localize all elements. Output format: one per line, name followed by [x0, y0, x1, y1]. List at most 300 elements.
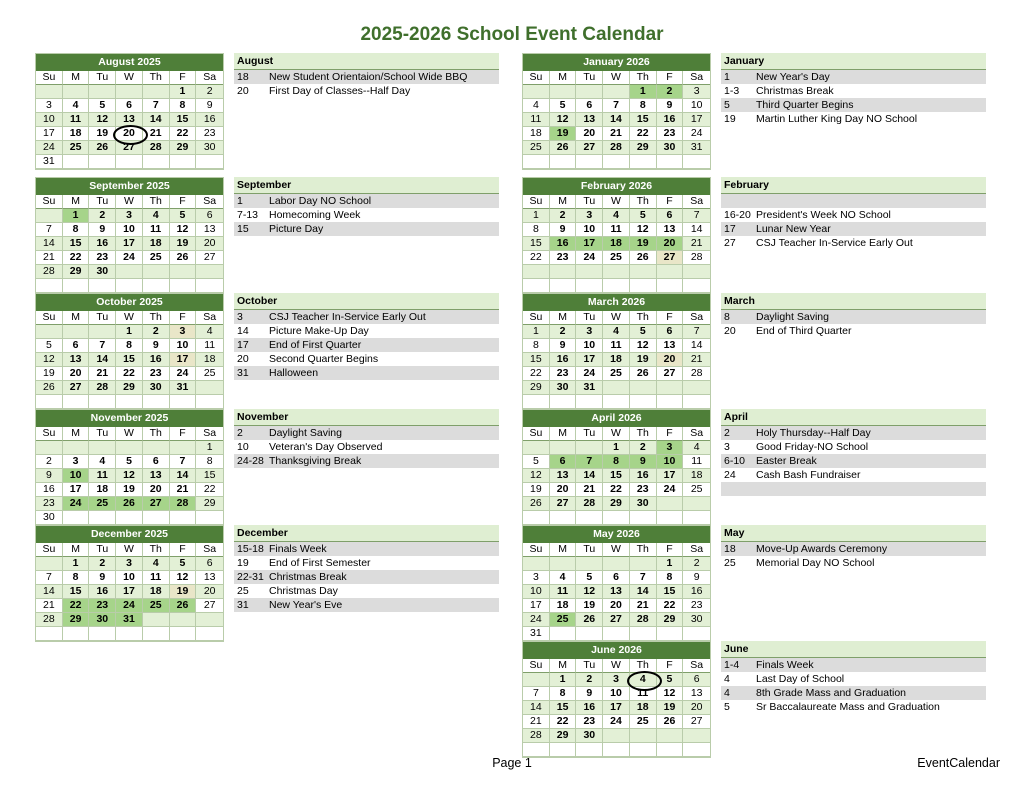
day-cell: 2	[550, 325, 577, 339]
event-row	[234, 570, 499, 584]
day-cell: 21	[170, 483, 197, 497]
day-cell: 3	[657, 441, 684, 455]
empty-day-cell	[630, 729, 657, 743]
event-description: Halloween	[269, 367, 319, 379]
week-row	[523, 99, 710, 113]
weekday-label: F	[170, 71, 197, 85]
event-date: 5	[724, 99, 730, 111]
day-cell: 23	[550, 367, 577, 381]
day-cell: 26	[170, 599, 197, 613]
weekday-label: Su	[523, 659, 550, 673]
empty-day-cell	[196, 395, 223, 409]
day-cell: 21	[576, 483, 603, 497]
day-cell: 6	[116, 99, 143, 113]
weekday-header-row	[523, 543, 710, 557]
event-rows	[234, 310, 499, 380]
day-cell: 9	[657, 99, 684, 113]
day-cell: 27	[196, 251, 223, 265]
day-cell: 2	[550, 209, 577, 223]
day-cell: 15	[196, 469, 223, 483]
day-cell: 6	[657, 325, 684, 339]
event-description: Good Friday-NO School	[756, 441, 869, 453]
empty-day-cell	[630, 743, 657, 757]
event-description: Daylight Saving	[269, 427, 342, 439]
day-cell: 14	[683, 339, 710, 353]
day-cell: 16	[683, 585, 710, 599]
empty-day-cell	[603, 265, 630, 279]
day-cell: 13	[550, 469, 577, 483]
empty-day-cell	[657, 511, 684, 525]
day-cell: 19	[657, 701, 684, 715]
day-cell: 11	[603, 339, 630, 353]
day-cell: 13	[196, 571, 223, 585]
day-cell: 21	[630, 599, 657, 613]
event-date: 17	[237, 339, 249, 351]
day-cell: 13	[683, 687, 710, 701]
day-cell: 5	[116, 455, 143, 469]
day-cell: 8	[657, 571, 684, 585]
day-cell: 6	[196, 209, 223, 223]
day-cell: 7	[576, 455, 603, 469]
week-row	[36, 613, 223, 627]
day-cell: 23	[36, 497, 63, 511]
weekday-header-row	[36, 71, 223, 85]
event-row	[721, 84, 986, 98]
event-description: Daylight Saving	[756, 311, 829, 323]
day-cell: 8	[603, 455, 630, 469]
day-cell: 14	[170, 469, 197, 483]
day-cell: 7	[683, 325, 710, 339]
day-cell: 12	[630, 339, 657, 353]
day-cell: 9	[550, 339, 577, 353]
week-row	[523, 237, 710, 251]
day-cell: 5	[36, 339, 63, 353]
sheet-name: EventCalendar	[917, 756, 1000, 770]
weekday-label: Tu	[576, 311, 603, 325]
weekday-label: W	[116, 543, 143, 557]
event-rows	[234, 194, 499, 236]
empty-day-cell	[63, 85, 90, 99]
day-cell: 17	[116, 585, 143, 599]
day-cell: 22	[170, 127, 197, 141]
day-cell: 25	[550, 613, 577, 627]
empty-day-cell	[683, 265, 710, 279]
day-cell: 25	[196, 367, 223, 381]
day-cell: 17	[63, 483, 90, 497]
event-row	[721, 310, 986, 324]
day-cell: 21	[36, 599, 63, 613]
day-cell: 17	[683, 113, 710, 127]
day-cell: 10	[63, 469, 90, 483]
empty-day-cell	[36, 85, 63, 99]
day-cell: 25	[603, 367, 630, 381]
empty-day-cell	[603, 511, 630, 525]
day-cell: 25	[683, 483, 710, 497]
day-cell: 8	[63, 571, 90, 585]
weekday-header-row	[523, 659, 710, 673]
event-date: 22-31	[237, 571, 264, 583]
empty-day-cell	[63, 155, 90, 169]
empty-day-cell	[36, 279, 63, 293]
event-date: 31	[237, 599, 249, 611]
empty-day-cell	[630, 627, 657, 641]
empty-day-cell	[36, 325, 63, 339]
event-row	[721, 222, 986, 236]
event-date: 3	[237, 311, 243, 323]
day-cell: 30	[89, 613, 116, 627]
weekday-label: F	[170, 311, 197, 325]
weekday-label: M	[550, 71, 577, 85]
day-cell: 18	[550, 599, 577, 613]
empty-day-cell	[603, 395, 630, 409]
empty-day-cell	[683, 155, 710, 169]
event-list-december	[234, 525, 499, 612]
day-cell: 11	[550, 585, 577, 599]
event-row	[721, 70, 986, 84]
day-cell: 23	[143, 367, 170, 381]
day-cell: 29	[657, 613, 684, 627]
event-description: Martin Luther King Day NO School	[756, 113, 918, 125]
event-rows	[234, 426, 499, 468]
week-row	[523, 155, 710, 169]
day-cell: 12	[36, 353, 63, 367]
month-calendar-march-2026	[522, 293, 711, 410]
event-list-title: March	[721, 293, 986, 310]
day-cell: 30	[683, 613, 710, 627]
weekday-label: W	[603, 195, 630, 209]
month-calendar-november-2025	[35, 409, 224, 526]
event-date: 14	[237, 325, 249, 337]
week-row	[36, 627, 223, 641]
empty-day-cell	[143, 395, 170, 409]
day-cell: 28	[523, 729, 550, 743]
event-date: 4	[724, 673, 730, 685]
day-cell: 2	[89, 209, 116, 223]
week-row	[523, 367, 710, 381]
day-cell: 25	[63, 141, 90, 155]
day-cell: 11	[523, 113, 550, 127]
day-cell: 1	[196, 441, 223, 455]
day-cell: 15	[550, 701, 577, 715]
event-row	[234, 310, 499, 324]
week-row	[523, 511, 710, 525]
day-cell: 28	[89, 381, 116, 395]
empty-day-cell	[523, 743, 550, 757]
empty-day-cell	[89, 395, 116, 409]
day-cell: 4	[603, 325, 630, 339]
event-list-title: September	[234, 177, 499, 194]
day-cell: 1	[523, 209, 550, 223]
weekday-label: Sa	[196, 71, 223, 85]
event-row	[721, 700, 986, 714]
empty-day-cell	[63, 395, 90, 409]
weekday-label: Tu	[89, 195, 116, 209]
day-cell: 23	[683, 599, 710, 613]
weekday-label: Su	[523, 543, 550, 557]
empty-day-cell	[657, 155, 684, 169]
empty-day-cell	[657, 381, 684, 395]
event-list-title: October	[234, 293, 499, 310]
day-cell: 26	[657, 715, 684, 729]
weekday-label: M	[550, 311, 577, 325]
day-cell: 5	[89, 99, 116, 113]
day-cell: 24	[576, 251, 603, 265]
week-row	[36, 395, 223, 409]
day-cell: 4	[143, 209, 170, 223]
day-cell: 24	[63, 497, 90, 511]
weekday-label: Th	[143, 311, 170, 325]
week-row	[36, 279, 223, 293]
day-cell: 20	[143, 483, 170, 497]
day-cell: 7	[143, 99, 170, 113]
empty-day-cell	[170, 441, 197, 455]
day-cell: 1	[657, 557, 684, 571]
day-cell: 30	[630, 497, 657, 511]
day-cell: 14	[143, 113, 170, 127]
empty-day-cell	[550, 265, 577, 279]
weekday-label: Tu	[576, 427, 603, 441]
day-cell: 3	[523, 571, 550, 585]
empty-day-cell	[576, 557, 603, 571]
empty-day-cell	[576, 155, 603, 169]
day-cell: 9	[89, 223, 116, 237]
event-date: 15-18	[237, 543, 264, 555]
day-cell: 13	[143, 469, 170, 483]
empty-day-cell	[576, 265, 603, 279]
day-cell: 28	[170, 497, 197, 511]
weekday-label: W	[116, 195, 143, 209]
weekday-label: Sa	[683, 311, 710, 325]
weekday-label: Th	[630, 659, 657, 673]
weekday-label: M	[63, 427, 90, 441]
day-cell: 11	[630, 687, 657, 701]
day-cell: 6	[550, 455, 577, 469]
day-cell: 9	[683, 571, 710, 585]
empty-day-cell	[657, 279, 684, 293]
weekday-label: Sa	[683, 543, 710, 557]
event-rows	[234, 70, 499, 98]
day-cell: 21	[89, 367, 116, 381]
event-row	[721, 194, 986, 208]
day-cell: 11	[63, 113, 90, 127]
event-description: Picture Make-Up Day	[269, 325, 369, 337]
weekday-label: M	[550, 543, 577, 557]
day-cell: 14	[36, 237, 63, 251]
day-cell: 17	[116, 237, 143, 251]
day-cell: 25	[630, 715, 657, 729]
event-rows	[721, 426, 986, 496]
event-description: Christmas Break	[269, 571, 347, 583]
weekday-header-row	[523, 311, 710, 325]
empty-day-cell	[63, 325, 90, 339]
event-date: 1	[724, 71, 730, 83]
day-cell: 14	[683, 223, 710, 237]
weekday-label: W	[603, 71, 630, 85]
day-cell: 14	[523, 701, 550, 715]
event-row	[721, 542, 986, 556]
empty-day-cell	[170, 265, 197, 279]
empty-day-cell	[657, 743, 684, 757]
empty-day-cell	[630, 395, 657, 409]
day-cell: 21	[603, 127, 630, 141]
day-cell: 28	[576, 497, 603, 511]
day-cell: 25	[603, 251, 630, 265]
event-row	[234, 366, 499, 380]
week-row	[36, 441, 223, 455]
day-cell: 20	[657, 237, 684, 251]
event-description: Veteran's Day Observed	[269, 441, 383, 453]
event-date: 18	[237, 71, 249, 83]
weekday-label: Th	[630, 195, 657, 209]
month-calendar-january-2026	[522, 53, 711, 170]
day-cell: 19	[523, 483, 550, 497]
day-cell: 29	[63, 265, 90, 279]
week-row	[523, 743, 710, 757]
day-cell: 17	[170, 353, 197, 367]
day-cell: 18	[523, 127, 550, 141]
month-calendar-october-2025	[35, 293, 224, 410]
empty-day-cell	[576, 441, 603, 455]
event-date: 17	[724, 223, 736, 235]
weekday-label: Su	[523, 427, 550, 441]
day-cell: 2	[657, 85, 684, 99]
event-row	[234, 208, 499, 222]
weekday-label: Th	[630, 311, 657, 325]
day-cell: 10	[523, 585, 550, 599]
event-row	[234, 426, 499, 440]
day-cell: 5	[630, 325, 657, 339]
day-cell: 9	[143, 339, 170, 353]
day-cell: 31	[116, 613, 143, 627]
event-row	[721, 672, 986, 686]
empty-day-cell	[550, 395, 577, 409]
day-cell: 29	[630, 141, 657, 155]
week-row	[523, 353, 710, 367]
empty-day-cell	[630, 265, 657, 279]
empty-day-cell	[63, 511, 90, 525]
day-cell: 6	[576, 99, 603, 113]
empty-day-cell	[89, 441, 116, 455]
day-cell: 5	[550, 99, 577, 113]
day-cell: 2	[196, 85, 223, 99]
empty-day-cell	[683, 511, 710, 525]
day-cell: 8	[116, 339, 143, 353]
event-list-february	[721, 177, 986, 250]
empty-day-cell	[196, 613, 223, 627]
day-cell: 7	[603, 99, 630, 113]
event-list-january	[721, 53, 986, 126]
weekday-label: Th	[630, 543, 657, 557]
weekday-label: F	[657, 311, 684, 325]
day-cell: 13	[657, 223, 684, 237]
day-cell: 28	[683, 367, 710, 381]
weekday-label: Tu	[576, 195, 603, 209]
day-cell: 30	[143, 381, 170, 395]
event-date: 25	[724, 557, 736, 569]
day-cell: 27	[550, 497, 577, 511]
empty-day-cell	[603, 279, 630, 293]
event-description: End of First Quarter	[269, 339, 362, 351]
day-cell: 10	[116, 571, 143, 585]
weekday-label: Tu	[89, 543, 116, 557]
empty-day-cell	[116, 511, 143, 525]
day-cell: 30	[657, 141, 684, 155]
empty-day-cell	[630, 279, 657, 293]
month-calendar-may-2026	[522, 525, 711, 642]
day-cell: 8	[196, 455, 223, 469]
day-cell: 15	[63, 585, 90, 599]
week-row	[36, 155, 223, 169]
event-row	[721, 454, 986, 468]
week-row	[36, 353, 223, 367]
empty-day-cell	[523, 155, 550, 169]
event-date: 24-28	[237, 455, 264, 467]
week-row	[36, 511, 223, 525]
day-cell: 7	[523, 687, 550, 701]
week-row	[523, 113, 710, 127]
week-row	[523, 627, 710, 641]
empty-day-cell	[116, 85, 143, 99]
week-row	[523, 339, 710, 353]
event-row	[234, 454, 499, 468]
weekday-label: F	[657, 195, 684, 209]
day-cell: 15	[523, 353, 550, 367]
day-cell: 15	[630, 113, 657, 127]
weekday-label: W	[603, 311, 630, 325]
event-date: 25	[237, 585, 249, 597]
week-row	[36, 497, 223, 511]
day-cell: 24	[116, 251, 143, 265]
weekday-label: Sa	[196, 543, 223, 557]
event-description	[756, 194, 986, 208]
event-description: Christmas Break	[756, 85, 834, 97]
event-date: 8	[724, 311, 730, 323]
day-cell: 18	[603, 353, 630, 367]
day-cell: 15	[657, 585, 684, 599]
day-cell: 3	[576, 325, 603, 339]
empty-day-cell	[116, 395, 143, 409]
day-cell: 2	[630, 441, 657, 455]
day-cell: 1	[63, 557, 90, 571]
event-list-title: November	[234, 409, 499, 426]
weekday-label: M	[63, 195, 90, 209]
event-date: 20	[724, 325, 736, 337]
day-cell: 9	[89, 571, 116, 585]
empty-day-cell	[603, 743, 630, 757]
day-cell: 20	[683, 701, 710, 715]
weekday-label: M	[63, 543, 90, 557]
event-row	[721, 324, 986, 338]
day-cell: 5	[523, 455, 550, 469]
week-row	[523, 265, 710, 279]
page-number: Page 1	[492, 756, 532, 770]
event-date: 1	[237, 195, 243, 207]
event-date: 31	[237, 367, 249, 379]
event-rows	[721, 310, 986, 338]
week-row	[36, 455, 223, 469]
weekday-label: Su	[523, 311, 550, 325]
event-list-september	[234, 177, 499, 236]
day-cell: 3	[170, 325, 197, 339]
day-cell: 19	[630, 353, 657, 367]
day-cell: 23	[196, 127, 223, 141]
day-cell: 23	[576, 715, 603, 729]
day-cell: 21	[143, 127, 170, 141]
weekday-label: Sa	[683, 71, 710, 85]
day-cell: 6	[683, 673, 710, 687]
empty-day-cell	[143, 85, 170, 99]
day-cell: 20	[63, 367, 90, 381]
